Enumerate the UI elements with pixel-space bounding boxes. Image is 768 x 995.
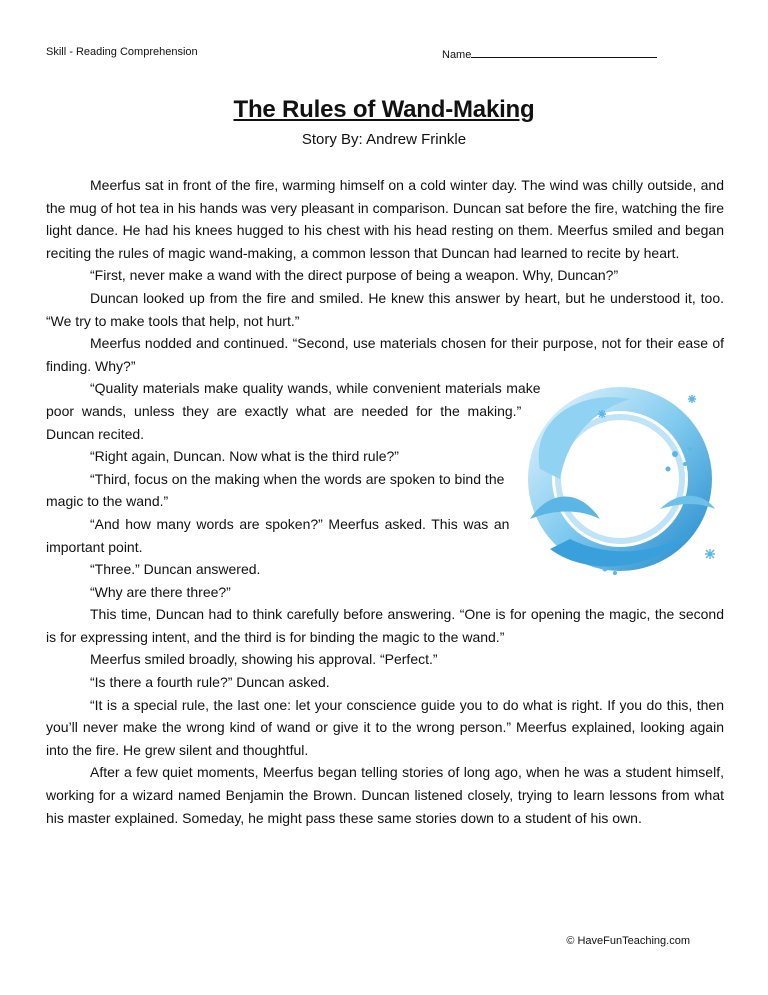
story-paragraph: Meerfus sat in front of the fire, warming himself on a cold winter day. The wind was chilly outside, and the mug of hot tea in his hands was very pleasant in comparison. Duncan sat before the fire, watching the fire light dance. He had his knees hugged to his chest with his head resting on them. Meerfus smiled and began reciting the rules of magic wand-making, a common lesson that Duncan had learned to recite by heart. [46,177,724,261]
story-paragraph: “First, never make a wand with the direct purpose of being a weapon. Why, Duncan?” [90,267,619,284]
story-paragraph: “Third, focus on the making when the words are spoken to bind the magic to the wand.” [46,470,505,510]
story-paragraph: “Is there a fourth rule?” Duncan asked. [90,674,330,691]
skill-label: Skill - Reading Comprehension [46,46,198,58]
story-paragraph: Duncan looked up from the fire and smiled. He knew this answer by heart, but he understood it, too. “We try to make tools that help, not hurt.” [46,289,724,329]
story-paragraph: After a few quiet moments, Meerfus began telling stories of long ago, when he was a student himself, working for a wizard named Benjamin the Brown. Duncan listened closely, trying to learn lessons from what his master explained. Someday, he might pass these same stories down to a student of his own. [46,764,724,826]
story-paragraph: “Right again, Duncan. Now what is the third rule?” [90,448,399,465]
name-field[interactable] [442,46,657,61]
copyright-footer: © HaveFunTeaching.com [566,935,690,947]
wand-swirl-illustration [510,379,724,579]
byline: Story By: Andrew Frinkle [301,131,467,148]
name-label: Name [442,49,472,61]
story-paragraph: This time, Duncan had to think carefully before answering. “One is for opening the magic, the second is for expressing intent, and the third is for binding the magic to the wand.” [46,606,724,645]
story-paragraph: “Why are there three?” [90,583,231,600]
name-line[interactable] [471,46,657,58]
page-title: The Rules of Wand-Making [233,96,535,123]
story-body [46,174,724,829]
story-paragraph: Meerfus nodded and continued. “Second, use materials chosen for their purpose, not for their ease of finding. Why?” [46,335,724,374]
story-paragraph: “Three.” Duncan answered. [90,561,261,578]
story-paragraph: Meerfus smiled broadly, showing his approval. “Perfect.” [90,651,438,668]
story-paragraph: “And how many words are spoken?” Meerfus asked. This was an important point. [46,515,510,555]
story-paragraph: “Quality materials make quality wands, while convenient materials make poor wands, unless they are exactly what are needed for the making.” Duncan recited. [46,380,541,442]
story-paragraph: “It is a special rule, the last one: let your conscience guide you to do what is right. If you do this, then you’ll never make the wrong kind of wand or give it to the wrong person.” Meerfus explained, looking again into the fire. He grew silent and thoughtful. [46,696,724,758]
